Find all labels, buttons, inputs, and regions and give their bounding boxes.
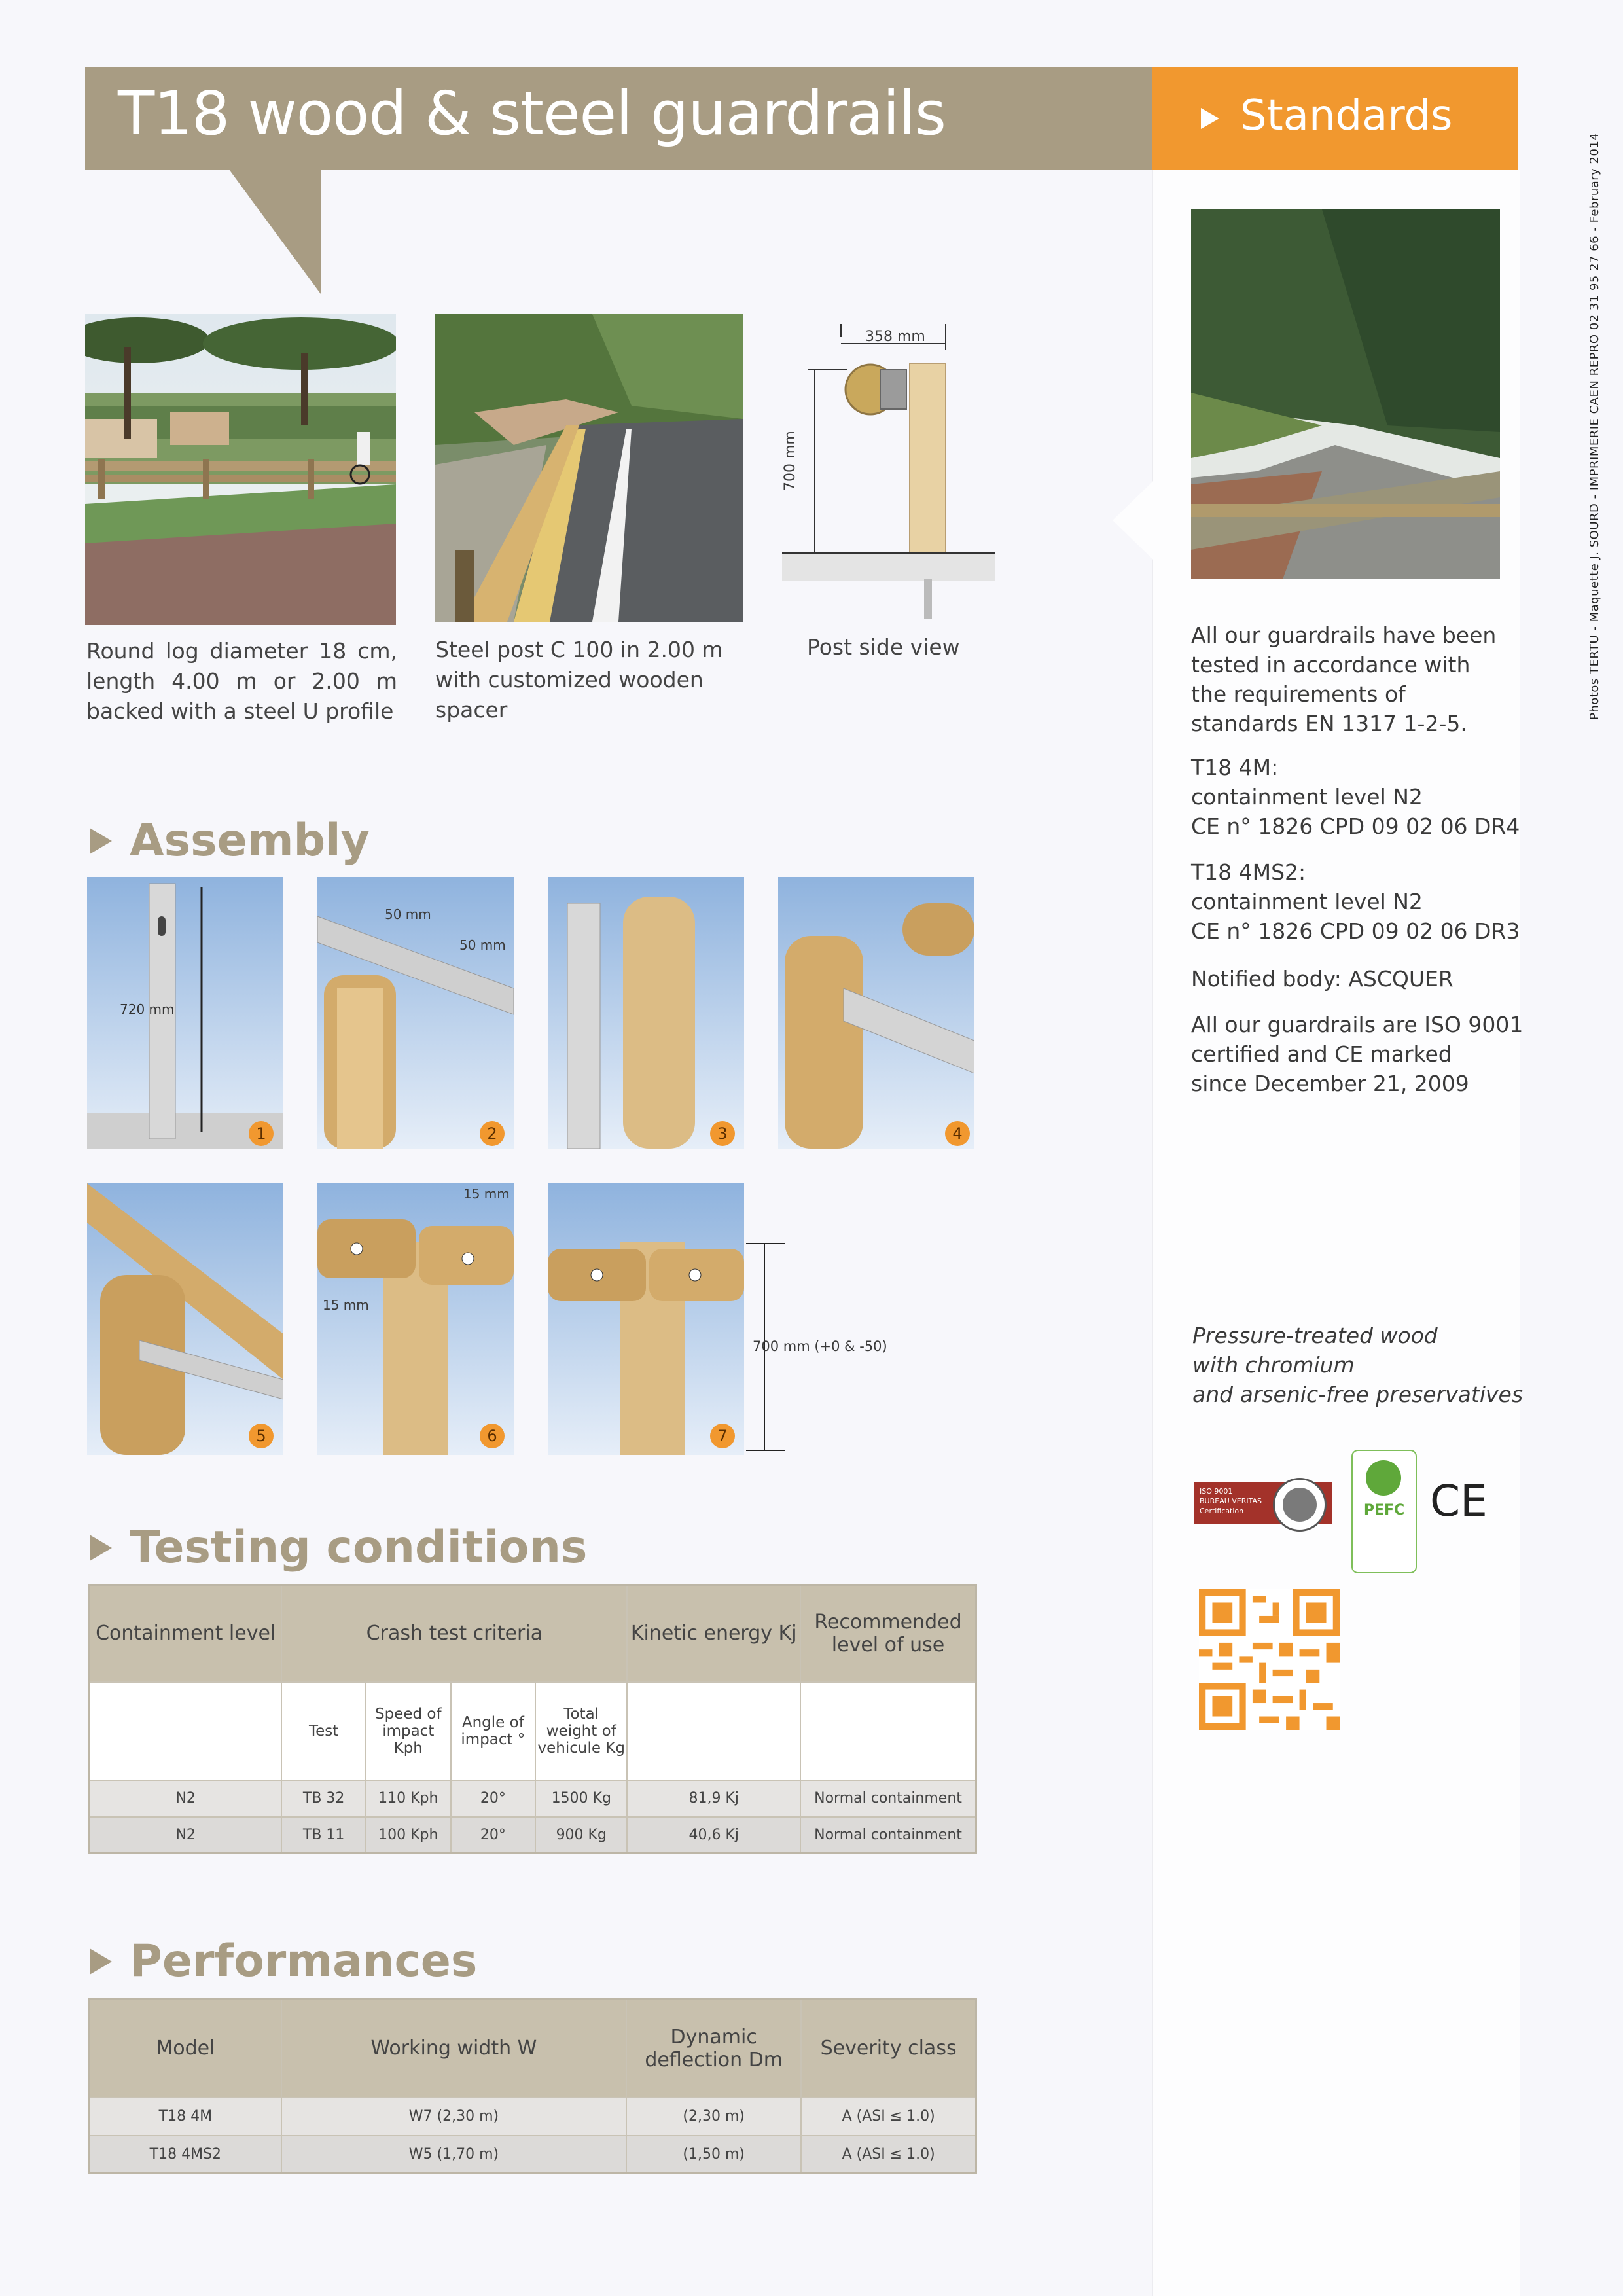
veritas-seal-icon: [1273, 1478, 1327, 1532]
standards-t18-4m: T18 4M: containment level N2 CE n° 1826 CPD 09 02 06 DR4: [1191, 755, 1520, 839]
performances-table: [88, 1998, 977, 2174]
step-badge-4: 4: [945, 1121, 970, 1146]
standards-iso: All our guardrails are ISO 9001 certified and CE marked since December 21, 2009: [1191, 1012, 1524, 1096]
standards-t18-4ms2: T18 4MS2: containment level N2 CE n° 1826 CPD 09 02 06 DR3: [1191, 859, 1520, 944]
tile6-dim-label-a: 15 mm: [463, 1186, 510, 1202]
step-badge-5: 5: [249, 1424, 274, 1448]
print-credits: Photos TERTU - Maquette J. SOURD - IMPRIMERIE CAEN REPRO 02 31 95 27 66 - February 2014: [1588, 132, 1601, 720]
dim-height-label: 700 mm: [782, 431, 798, 491]
th-angle: Angle of impact °: [451, 1682, 536, 1780]
tile1-dim-label: 720 mm: [120, 1001, 175, 1017]
th-severity: Severity class: [801, 2000, 976, 2098]
ce-mark: CE: [1430, 1476, 1488, 1526]
table-row: T18 4M W7 (2,30 m) (2,30 m) A (ASI ≤ 1.0): [90, 2098, 976, 2136]
caption-round-log: Round log diameter 18 cm, length 4.00 m or 2.00 m backed with a steel U profile: [86, 638, 397, 724]
step-badge-6: 6: [480, 1424, 505, 1448]
standards-title: Standards: [1240, 92, 1453, 140]
th-deflection: Dynamic deflection Dm: [626, 2000, 801, 2098]
table-row: N2 TB 32 110 Kph 20° 1500 Kg 81,9 Kj Normal containment: [90, 1780, 976, 1817]
th-containment: Containment level: [90, 1585, 282, 1682]
step-badge-3: 3: [710, 1121, 735, 1146]
table-row: N2 TB 11 100 Kph 20° 900 Kg 40,6 Kj Normal containment: [90, 1817, 976, 1854]
assembly-step-3: [548, 877, 744, 1149]
standards-para-1: All our guardrails have been tested in accordance with the requirements of standards EN 1317 1-2-5.: [1191, 622, 1497, 736]
tile6-dim-label-b: 15 mm: [323, 1297, 369, 1313]
performances-heading: Performances: [130, 1935, 478, 1987]
th-test: Test: [281, 1682, 366, 1780]
section-arrow-icon: [90, 1535, 112, 1561]
title-pointer: [229, 170, 321, 294]
assembly-step-6: [317, 1183, 514, 1455]
panel-notch: [1113, 481, 1153, 560]
page-title: T18 wood & steel guardrails: [118, 79, 946, 149]
section-arrow-icon: [90, 828, 112, 854]
photo-forest-road: [1191, 209, 1500, 579]
step-badge-1: 1: [249, 1121, 274, 1146]
th-kinetic: Kinetic energy Kj: [627, 1585, 800, 1682]
th-speed: Speed of impact Kph: [366, 1682, 451, 1780]
assembly-step-5: [87, 1183, 283, 1455]
dim-width-label: 358 mm: [865, 329, 925, 345]
standards-notified-body: Notified body: ASCQUER: [1191, 966, 1454, 992]
tile2-dim-label-a: 50 mm: [385, 906, 431, 922]
height-tolerance-label: 700 mm (+0 & -50): [753, 1338, 887, 1354]
caption-post-side: Post side view: [807, 634, 960, 660]
pefc-logo: PEFC: [1351, 1450, 1417, 1573]
testing-heading: Testing conditions: [130, 1522, 588, 1573]
photo-road-guardrail: [435, 314, 743, 622]
assembly-step-7: [548, 1183, 744, 1455]
section-arrow-icon: [90, 1948, 112, 1975]
step-badge-2: 2: [480, 1121, 505, 1146]
th-crash-criteria: Crash test criteria: [281, 1585, 627, 1682]
tile2-dim-label-b: 50 mm: [459, 937, 506, 953]
testing-table: [88, 1584, 977, 1854]
th-model: Model: [90, 2000, 281, 2098]
assembly-step-4: [778, 877, 974, 1149]
table-row: T18 4MS2 W5 (1,70 m) (1,50 m) A (ASI ≤ 1.0): [90, 2136, 976, 2174]
assembly-heading: Assembly: [130, 815, 370, 867]
post-side-view-diagram: [779, 311, 1001, 625]
wood-treatment-note: Pressure-treated wood with chromium and arsenic-free preservatives: [1192, 1323, 1524, 1407]
play-arrow-icon: [1201, 108, 1219, 129]
step-badge-7: 7: [710, 1424, 735, 1448]
th-working-width: Working width W: [281, 2000, 626, 2098]
caption-steel-post: Steel post C 100 in 2.00 m with customized wooden spacer: [435, 637, 723, 723]
th-recommended: Recommended level of use: [800, 1585, 976, 1682]
photo-bike-path: [85, 314, 396, 625]
assembly-step-1: [87, 877, 283, 1149]
bureau-veritas-logo: ISO 9001 BUREAU VERITAS Certification: [1194, 1482, 1332, 1524]
th-weight: Total weight of vehicule Kg: [535, 1682, 627, 1780]
qr-code[interactable]: [1199, 1589, 1340, 1730]
